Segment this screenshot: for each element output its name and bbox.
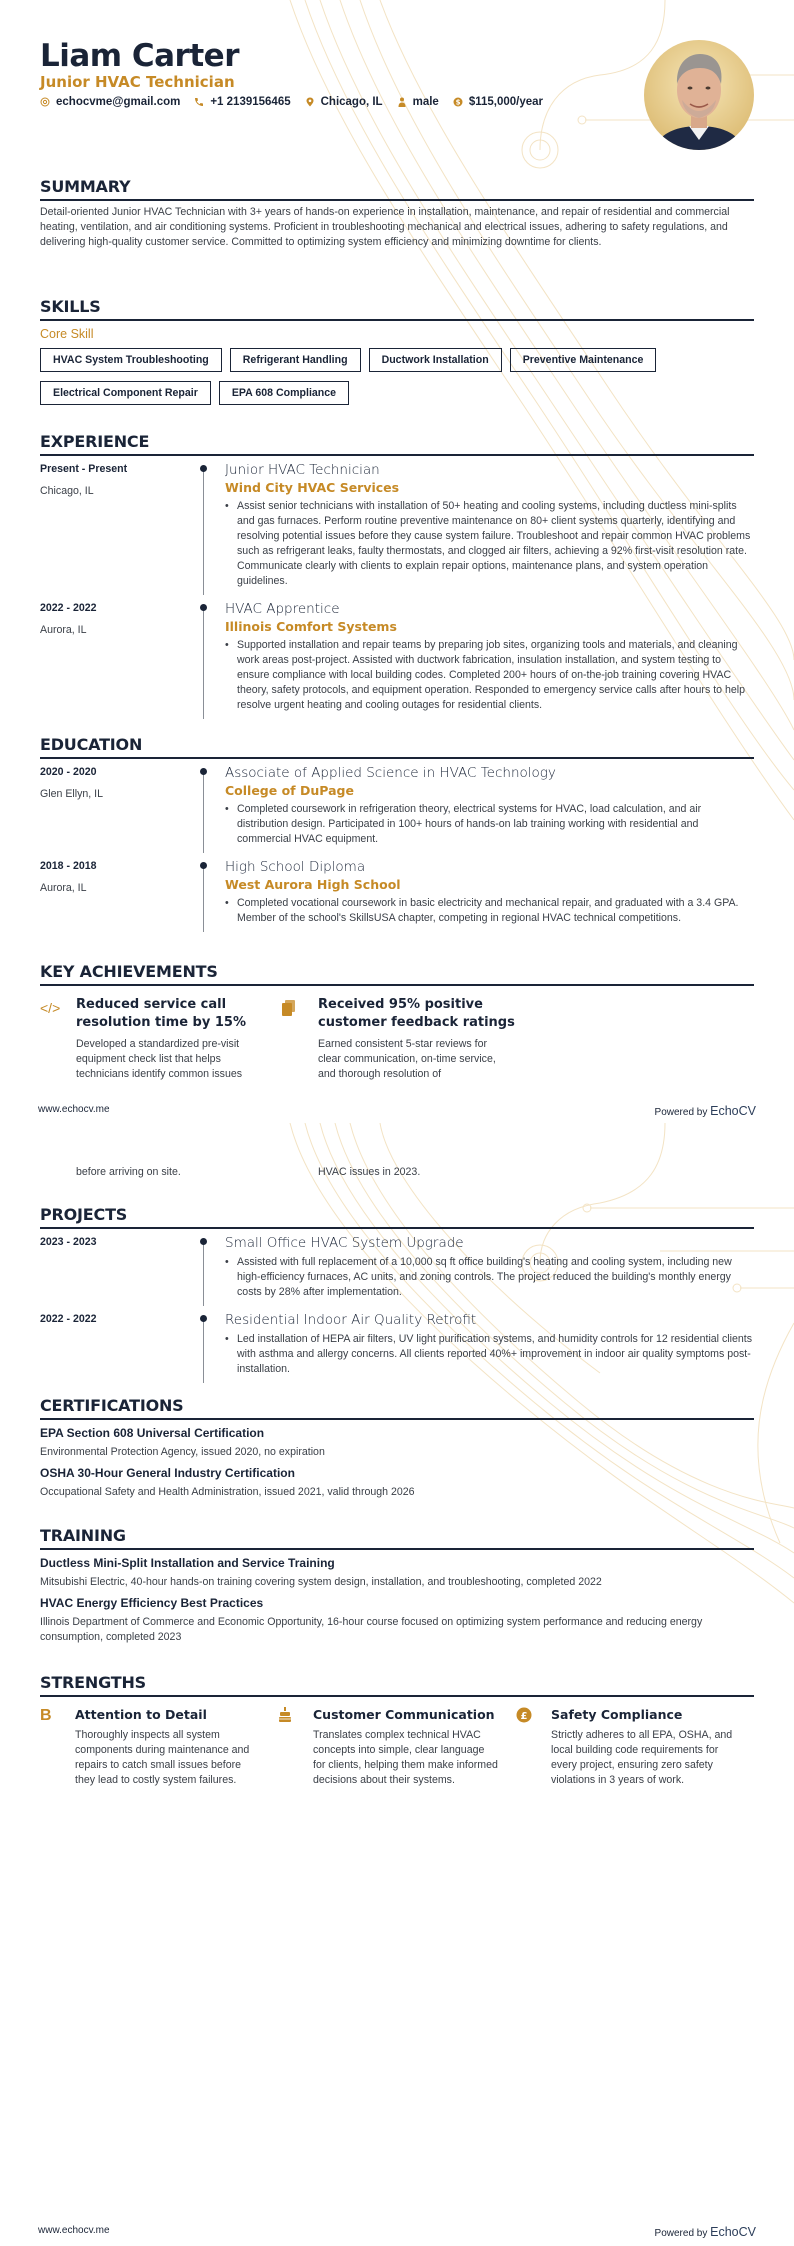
certification-desc: Environmental Protection Agency, issued 2020, no expiration: [40, 1446, 325, 1458]
timeline-dot: [200, 862, 207, 869]
education-bullet: • Completed coursework in refrigeration theory, electrical systems for HVAC, load calculation, and air distribution design. Participated in 100+ hours of hands-on lab training working with residential and commercial HVAC equipment.: [225, 803, 702, 845]
education-section: [40, 735, 754, 932]
strength-item: [40, 1707, 278, 1788]
education-item: [40, 859, 754, 932]
experience-company: Illinois Comfort Systems: [225, 619, 397, 634]
contact-gender: male: [397, 96, 439, 108]
timeline-line: [203, 867, 204, 932]
section-title: KEY ACHIEVEMENTS: [40, 962, 754, 986]
candidate-name: Liam Carter: [40, 38, 239, 74]
timeline-line: [203, 609, 204, 719]
summary-section: [40, 177, 754, 250]
achievement-item: [40, 996, 282, 1082]
project-date: 2023 - 2023: [40, 1236, 97, 1248]
achievement-desc: Earned consistent 5-star reviews for clear communication, on-time service, and thorough resolution of: [318, 1038, 496, 1080]
project-title: Residential Indoor Air Quality Retrofit: [225, 1312, 477, 1328]
achievement-title: Received 95% positive customer feedback ratings: [318, 997, 515, 1030]
summary-text: Detail-oriented Junior HVAC Technician with 3+ years of hands-on experience in installation, maintenance, and repair of residential and commercial heating, ventilation, and air conditioning systems. Proficient in troubleshooting mechanical and electrical issues, adhering to safety regulations, and delivering high-quality customer service. Committed to optimizing system efficiency and minimizing downtime for clients.: [40, 206, 730, 248]
experience-location: Aurora, IL: [40, 624, 87, 636]
page-footer: [38, 1104, 756, 1118]
location-icon: [305, 97, 315, 107]
section-title: SUMMARY: [40, 177, 754, 201]
section-title: TRAINING: [40, 1526, 754, 1550]
b-letter-icon: B: [40, 1707, 52, 1724]
person-icon: [397, 97, 407, 107]
contact-list: [40, 96, 543, 108]
page-footer: [38, 2225, 756, 2239]
achievement-desc-continued: HVAC issues in 2023.: [318, 1166, 421, 1178]
achievements-continued: [40, 1160, 754, 1180]
svg-text:$: $: [455, 98, 461, 107]
timeline-line: [203, 773, 204, 853]
certification-name: EPA Section 608 Universal Certification: [40, 1426, 265, 1440]
experience-bullet: • Supported installation and repair teams by preparing job sites, organizing tools and materials, and cleaning work areas post-project. Assisted with ductwork fabrication, insulation installation, and system testing to ensure compliance with local building codes. Completed 200+ hours of on-the-job training covering HVAC theory, safety protocols, and equipment operation. Responded to emergency service calls after hours to help resolve urgent heating and cooling outages for residential clients.: [225, 639, 746, 711]
skill-chip: Ductwork Installation: [369, 348, 502, 372]
section-title: EDUCATION: [40, 735, 754, 759]
section-title: PROJECTS: [40, 1205, 754, 1229]
certification-desc: Occupational Safety and Health Administration, issued 2021, valid through 2026: [40, 1486, 415, 1498]
skills-subtitle: Core Skill: [40, 327, 94, 341]
phone-icon: [194, 97, 204, 107]
education-date: 2020 - 2020: [40, 766, 97, 778]
section-title: CERTIFICATIONS: [40, 1396, 754, 1420]
training-name: HVAC Energy Efficiency Best Practices: [40, 1596, 264, 1610]
achievement-desc: Developed a standardized pre-visit equipment check list that helps technicians identify common issues: [76, 1038, 243, 1080]
strength-title: Customer Communication: [313, 1707, 495, 1722]
achievements-section: [40, 962, 754, 1082]
strength-desc: Thoroughly inspects all system components during maintenance and repairs to catch small issues before they lead to costly system failures.: [75, 1729, 250, 1786]
experience-item: [40, 462, 754, 595]
strength-title: Safety Compliance: [551, 1707, 683, 1722]
education-school: West Aurora High School: [225, 877, 401, 892]
section-title: STRENGTHS: [40, 1673, 754, 1697]
project-item: [40, 1235, 754, 1306]
svg-text:£: £: [520, 1711, 528, 1722]
timeline-dot: [200, 465, 207, 472]
skill-chip: HVAC System Troubleshooting: [40, 348, 222, 372]
contact-location: Chicago, IL: [305, 96, 383, 108]
certifications-section: [40, 1396, 754, 1500]
project-title: Small Office HVAC System Upgrade: [225, 1235, 464, 1251]
pound-coin-icon: [516, 1707, 551, 1788]
footer-powered-by: Powered by EchoCV: [654, 1104, 756, 1118]
timeline-line: [203, 1243, 204, 1306]
strength-item: [278, 1707, 516, 1788]
experience-company: Wind City HVAC Services: [225, 480, 400, 495]
footer-powered-by: Powered by EchoCV: [654, 2225, 756, 2239]
contact-phone[interactable]: +1 2139156465: [194, 96, 290, 108]
achievement-title: Reduced service call resolution time by 15%: [76, 997, 246, 1030]
strengths-section: [40, 1673, 754, 1788]
footer-url[interactable]: www.echocv.me: [38, 2225, 110, 2236]
candidate-title: Junior HVAC Technician: [40, 73, 235, 91]
section-title: EXPERIENCE: [40, 432, 754, 456]
skill-chip: Preventive Maintenance: [510, 348, 657, 372]
dollar-icon: [453, 97, 463, 107]
training-section: [40, 1526, 754, 1645]
skills-section: [40, 297, 754, 405]
education-bullet: • Completed vocational coursework in basic electricity and mechanical repair, and graduated with a 3.4 GPA. Member of the school's SkillsUSA chapter, competing in regional HVAC technical competitions.: [225, 897, 739, 924]
skill-chip: Refrigerant Handling: [230, 348, 361, 372]
strength-item: [516, 1707, 754, 1788]
training-desc: Illinois Department of Commerce and Economic Opportunity, 16-hour course focused on optimizing system performance and reducing energy consumption, completed 2023: [40, 1616, 703, 1643]
education-date: 2018 - 2018: [40, 860, 97, 872]
projects-section: [40, 1205, 754, 1383]
footer-url[interactable]: www.echocv.me: [38, 1104, 110, 1115]
at-icon: [40, 97, 50, 107]
code-icon: </>: [40, 1000, 61, 1016]
education-location: Aurora, IL: [40, 882, 87, 894]
resume-page-2: [0, 1123, 794, 2246]
section-title: SKILLS: [40, 297, 754, 321]
experience-date: Present - Present: [40, 463, 128, 475]
project-bullet: • Led installation of HEPA air filters, UV light purification systems, and humidity controls for 12 residential clients with asthma and allergy concerns. All clients reported 40%+ improvement in indoor air quality symptoms post-installation.: [225, 1333, 753, 1375]
project-item: [40, 1312, 754, 1383]
experience-location: Chicago, IL: [40, 485, 94, 497]
education-degree: Associate of Applied Science in HVAC Technology: [225, 765, 556, 781]
achievement-item: [282, 996, 532, 1082]
education-item: [40, 765, 754, 853]
contact-email[interactable]: echocvme@gmail.com: [40, 96, 180, 108]
experience-role: HVAC Apprentice: [225, 601, 340, 617]
timeline-dot: [200, 604, 207, 611]
experience-item: [40, 601, 754, 719]
project-bullet: • Assisted with full replacement of a 10,000 sq ft office building's heating and cooling system, including new high-efficiency furnaces, AC units, and zoning controls. The project reduced the building's monthly energy costs by 28% after implementation.: [225, 1256, 732, 1298]
timeline-line: [203, 470, 204, 595]
project-date: 2022 - 2022: [40, 1313, 97, 1325]
skill-chip: EPA 608 Compliance: [219, 381, 349, 405]
education-location: Glen Ellyn, IL: [40, 788, 104, 800]
timeline-dot: [200, 1238, 207, 1245]
skill-chip: Electrical Component Repair: [40, 381, 211, 405]
certification-name: OSHA 30-Hour General Industry Certification: [40, 1466, 295, 1480]
training-name: Ductless Mini-Split Installation and Service Training: [40, 1556, 335, 1570]
skills-chips: [40, 348, 730, 405]
training-desc: Mitsubishi Electric, 40-hour hands-on training covering system design, installation, and troubleshooting, completed 2022: [40, 1576, 602, 1588]
achievement-desc-continued: before arriving on site.: [76, 1166, 181, 1178]
timeline-dot: [200, 768, 207, 775]
timeline-dot: [200, 1315, 207, 1322]
strength-desc: Strictly adheres to all EPA, OSHA, and local building code requirements for every project, ensuring zero safety violations in 3 years of work.: [551, 1729, 733, 1786]
strength-desc: Translates complex technical HVAC concepts into simple, clear language for clients, helping them make informed decisions about their systems.: [313, 1729, 498, 1786]
education-degree: High School Diploma: [225, 859, 366, 875]
timeline-line: [203, 1320, 204, 1383]
education-school: College of DuPage: [225, 783, 354, 798]
avatar: [644, 40, 754, 150]
experience-section: [40, 432, 754, 719]
strength-title: Attention to Detail: [75, 1707, 207, 1722]
experience-bullet: • Assist senior technicians with installation of 50+ heating and cooling systems, including ductless mini-splits and gas furnaces. Perform routine preventive maintenance on 80+ client systems quarterly, identifying and resolving potential issues before they cause system failure. Troubleshoot and repair common HVAC problems such as refrigerant leaks, faulty thermostats, and clogged air filters, achieving a 92% first-visit resolution rate. Communicate clearly with clients to explain repair options, maintenance plans, and system operation guidelines.: [225, 500, 751, 587]
documents-icon: [282, 996, 318, 1082]
contact-salary: $ $115,000/year: [453, 96, 543, 108]
experience-role: Junior HVAC Technician: [225, 462, 380, 478]
cake-icon: [278, 1707, 313, 1788]
experience-date: 2022 - 2022: [40, 602, 97, 614]
